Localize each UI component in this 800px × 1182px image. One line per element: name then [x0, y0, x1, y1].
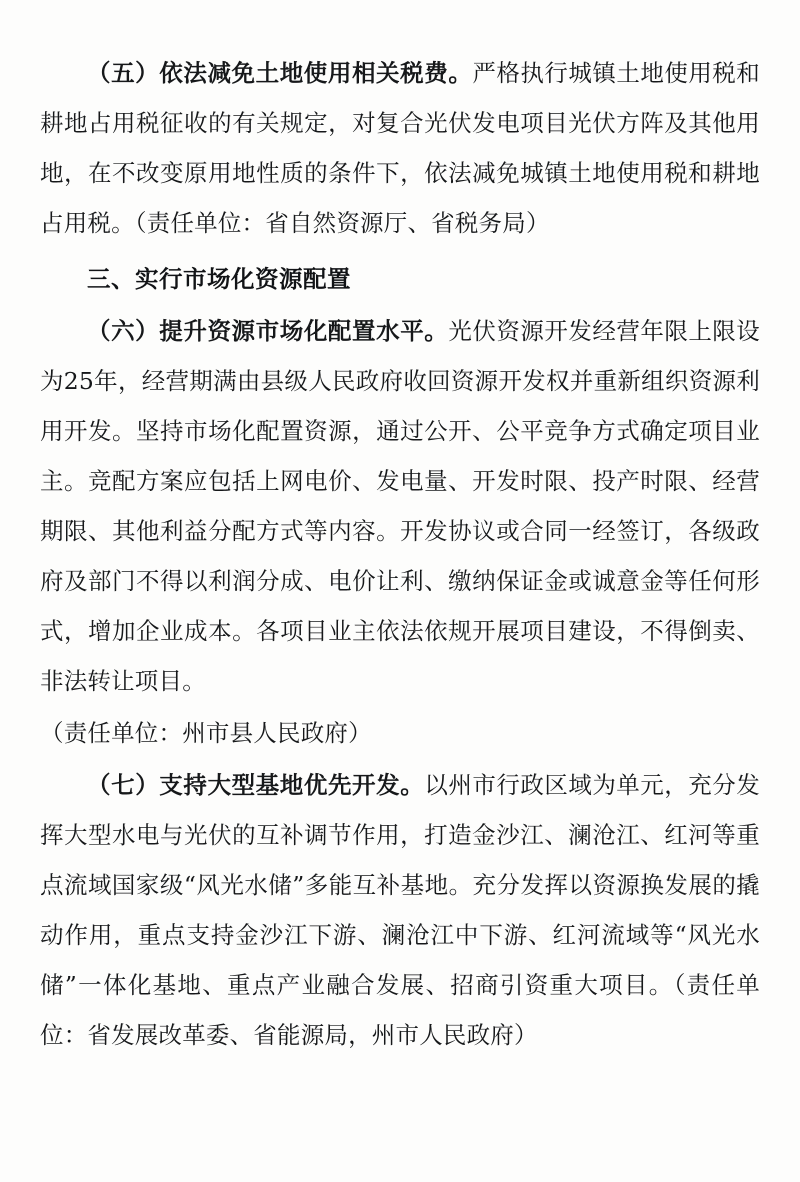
paragraph-item-5 — [40, 48, 760, 248]
paragraph-lead-7: （七）支持大型基地优先开发。 — [87, 771, 425, 799]
paragraph-responsible-unit-6 — [40, 708, 760, 758]
paragraph-lead-6: （六）提升资源市场化配置水平。 — [87, 317, 449, 345]
paragraph-text-5: 严格执行城镇土地使用税和耕地占用税征收的有关规定，对复合光伏发电项目光伏方阵及其他用地，在不改变原用地性质的条件下，依法减免城镇土地使用税和耕地占用税。（责任单位：省自然资源厅、省税务局） — [40, 59, 760, 237]
document-body — [40, 48, 760, 1060]
paragraph-text-7: 以州市行政区域为单元，充分发挥大型水电与光伏的互补调节作用，打造金沙江、澜沧江、红河等重点流域国家级“风光水储”多能互补基地。充分发挥以资源换发展的撬动作用，重点支持金沙江下游、澜沧江中下游、红河流域等“风光水储”一体化基地、重点产业融合发展、招商引资重大项目。（责任单位：省发展改革委、省能源局，州市人民政府） — [40, 771, 760, 1049]
paragraph-item-6 — [40, 306, 760, 706]
section-heading-3: 三、实行市场化资源配置 — [87, 265, 351, 293]
paragraph-text-6b: （责任单位：州市县人民政府） — [40, 719, 372, 747]
paragraph-lead-5: （五）依法减免土地使用相关税费。 — [87, 59, 473, 87]
paragraph-item-7 — [40, 760, 760, 1060]
paragraph-text-6: 光伏资源开发经营年限上限设为25年，经营期满由县级人民政府收回资源开发权并重新组织资源利用开发。坚持市场化配置资源，通过公开、公平竞争方式确定项目业主。竞配方案应包括上网电价、发电量、开发时限、投产时限、经营期限、其他利益分配方式等内容。开发协议或合同一经签订，各级政府及部门不得以利润分成、电价让利、缴纳保证金或诚意金等任何形式，增加企业成本。各项目业主依法依规开展项目建设，不得倒卖、非法转让项目。 — [40, 317, 760, 695]
